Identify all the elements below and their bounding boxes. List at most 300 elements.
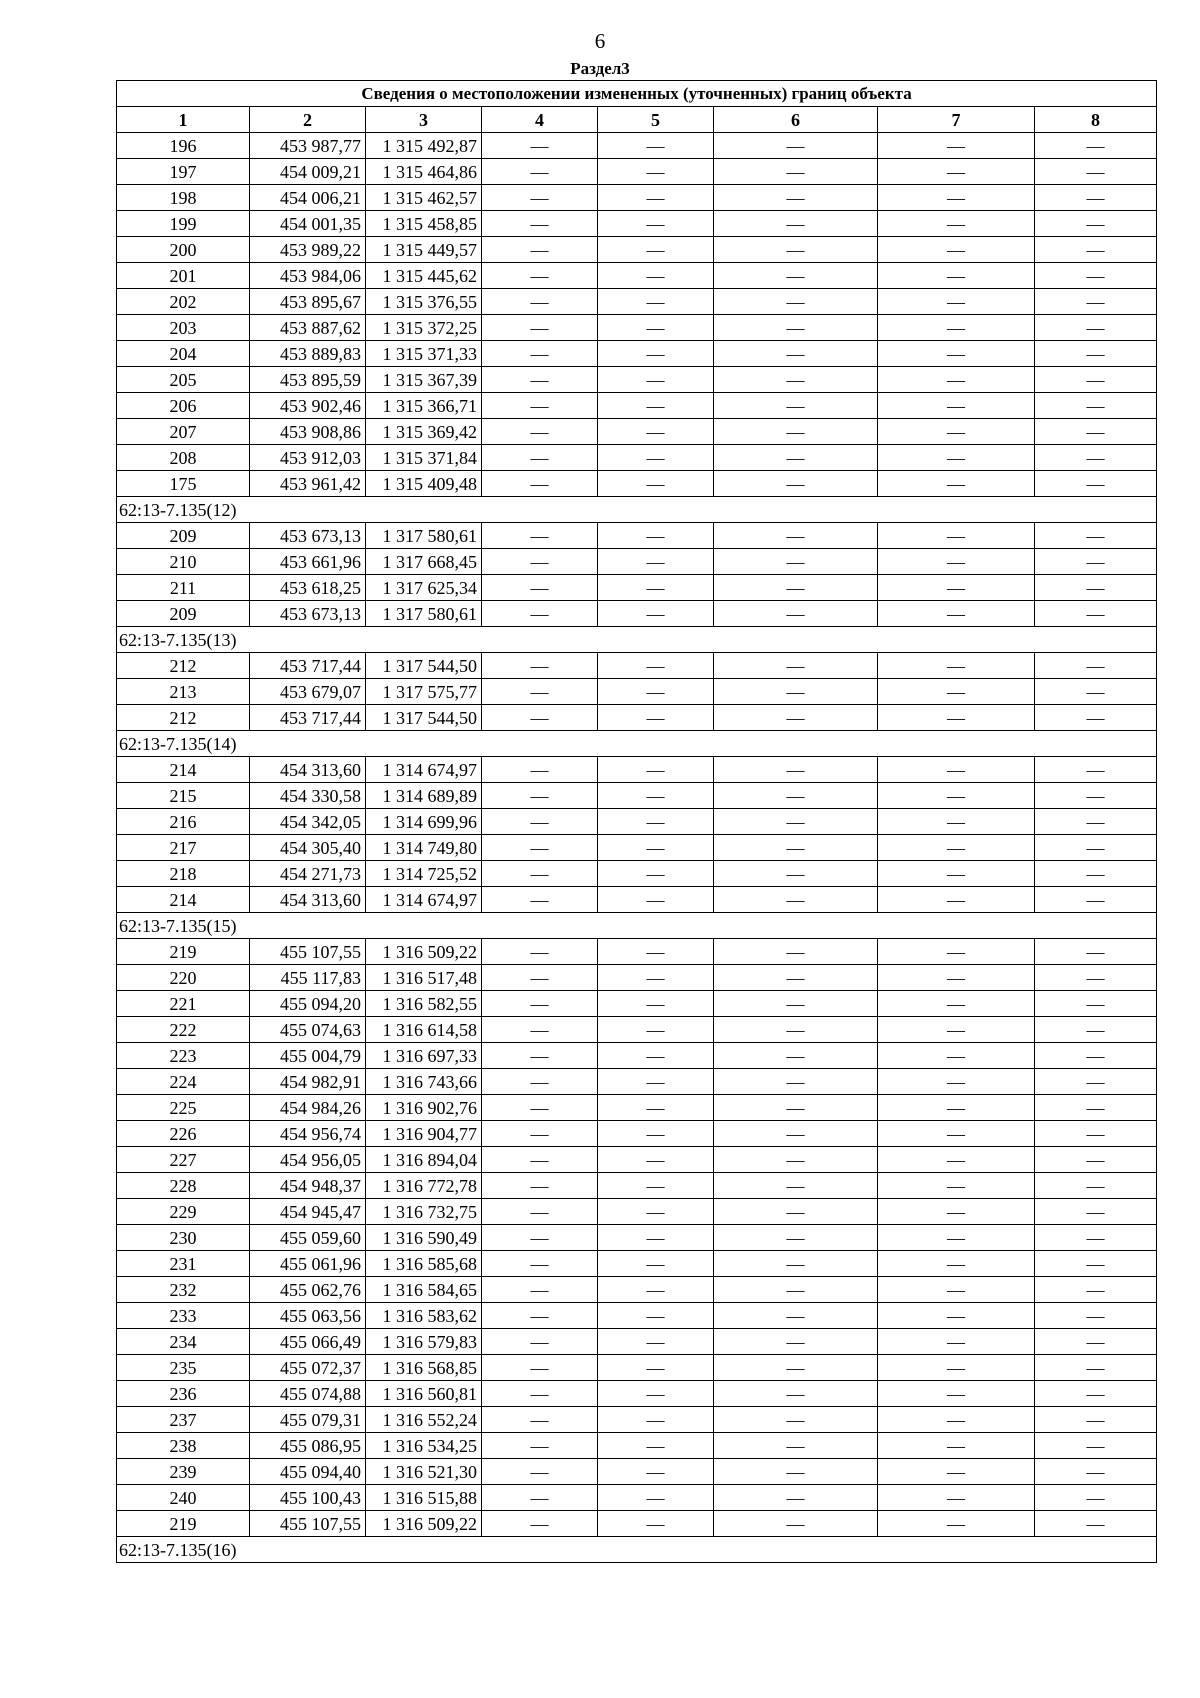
empty-value-dash: — <box>714 367 878 393</box>
empty-value-dash: — <box>714 211 878 237</box>
point-number-cell: 197 <box>117 159 250 185</box>
empty-value-dash: — <box>1035 1095 1157 1121</box>
y-coordinate-cell: 1 317 544,50 <box>366 653 482 679</box>
x-coordinate-cell: 455 066,49 <box>250 1329 366 1355</box>
y-coordinate-cell: 1 317 625,34 <box>366 575 482 601</box>
empty-value-dash: — <box>482 523 598 549</box>
empty-value-dash: — <box>878 679 1035 705</box>
column-header-row <box>117 107 1157 133</box>
y-coordinate-cell: 1 316 894,04 <box>366 1147 482 1173</box>
point-number-cell: 229 <box>117 1199 250 1225</box>
column-header: 6 <box>714 107 878 133</box>
x-coordinate-cell: 455 086,95 <box>250 1433 366 1459</box>
empty-value-dash: — <box>1035 211 1157 237</box>
empty-value-dash: — <box>482 185 598 211</box>
x-coordinate-cell: 453 717,44 <box>250 653 366 679</box>
empty-value-dash: — <box>878 419 1035 445</box>
x-coordinate-cell: 453 989,22 <box>250 237 366 263</box>
group-header-row <box>117 627 1157 653</box>
empty-value-dash: — <box>878 289 1035 315</box>
empty-value-dash: — <box>482 1485 598 1511</box>
empty-value-dash: — <box>598 289 714 315</box>
y-coordinate-cell: 1 314 725,52 <box>366 861 482 887</box>
empty-value-dash: — <box>878 263 1035 289</box>
empty-value-dash: — <box>878 1147 1035 1173</box>
empty-value-dash: — <box>714 1147 878 1173</box>
table-row <box>117 263 1157 289</box>
empty-value-dash: — <box>714 1095 878 1121</box>
empty-value-dash: — <box>598 809 714 835</box>
empty-value-dash: — <box>1035 991 1157 1017</box>
group-label: 62:13-7.135(15) <box>117 913 1157 939</box>
empty-value-dash: — <box>598 1355 714 1381</box>
page-number: 6 <box>594 29 606 53</box>
y-coordinate-cell: 1 315 449,57 <box>366 237 482 263</box>
empty-value-dash: — <box>714 445 878 471</box>
x-coordinate-cell: 453 618,25 <box>250 575 366 601</box>
y-coordinate-cell: 1 314 674,97 <box>366 757 482 783</box>
empty-value-dash: — <box>1035 289 1157 315</box>
empty-value-dash: — <box>482 211 598 237</box>
empty-value-dash: — <box>714 835 878 861</box>
empty-value-dash: — <box>598 1069 714 1095</box>
empty-value-dash: — <box>714 1381 878 1407</box>
point-number-cell: 227 <box>117 1147 250 1173</box>
empty-value-dash: — <box>714 289 878 315</box>
empty-value-dash: — <box>714 991 878 1017</box>
table-row <box>117 1277 1157 1303</box>
table-row <box>117 211 1157 237</box>
empty-value-dash: — <box>878 1017 1035 1043</box>
empty-value-dash: — <box>598 601 714 627</box>
point-number-cell: 211 <box>117 575 250 601</box>
table-row <box>117 367 1157 393</box>
empty-value-dash: — <box>1035 861 1157 887</box>
empty-value-dash: — <box>598 1511 714 1537</box>
empty-value-dash: — <box>1035 237 1157 263</box>
empty-value-dash: — <box>482 1017 598 1043</box>
table-row <box>117 575 1157 601</box>
empty-value-dash: — <box>878 211 1035 237</box>
empty-value-dash: — <box>878 1329 1035 1355</box>
y-coordinate-cell: 1 315 445,62 <box>366 263 482 289</box>
point-number-cell: 175 <box>117 471 250 497</box>
empty-value-dash: — <box>482 445 598 471</box>
empty-value-dash: — <box>714 1017 878 1043</box>
empty-value-dash: — <box>598 367 714 393</box>
empty-value-dash: — <box>1035 705 1157 731</box>
table-row <box>117 1485 1157 1511</box>
empty-value-dash: — <box>714 601 878 627</box>
point-number-cell: 196 <box>117 133 250 159</box>
x-coordinate-cell: 454 271,73 <box>250 861 366 887</box>
table-row <box>117 1199 1157 1225</box>
empty-value-dash: — <box>598 887 714 913</box>
empty-value-dash: — <box>1035 1381 1157 1407</box>
empty-value-dash: — <box>598 939 714 965</box>
x-coordinate-cell: 453 961,42 <box>250 471 366 497</box>
table-row <box>117 653 1157 679</box>
empty-value-dash: — <box>878 549 1035 575</box>
empty-value-dash: — <box>1035 1485 1157 1511</box>
empty-value-dash: — <box>598 549 714 575</box>
empty-value-dash: — <box>1035 1407 1157 1433</box>
x-coordinate-cell: 454 001,35 <box>250 211 366 237</box>
empty-value-dash: — <box>598 575 714 601</box>
point-number-cell: 237 <box>117 1407 250 1433</box>
empty-value-dash: — <box>1035 939 1157 965</box>
y-coordinate-cell: 1 315 376,55 <box>366 289 482 315</box>
table-row <box>117 1433 1157 1459</box>
point-number-cell: 235 <box>117 1355 250 1381</box>
empty-value-dash: — <box>1035 965 1157 991</box>
x-coordinate-cell: 453 889,83 <box>250 341 366 367</box>
empty-value-dash: — <box>878 1459 1035 1485</box>
point-number-cell: 212 <box>117 653 250 679</box>
x-coordinate-cell: 453 673,13 <box>250 523 366 549</box>
empty-value-dash: — <box>482 783 598 809</box>
y-coordinate-cell: 1 316 515,88 <box>366 1485 482 1511</box>
empty-value-dash: — <box>1035 263 1157 289</box>
empty-value-dash: — <box>598 1459 714 1485</box>
table-row <box>117 445 1157 471</box>
empty-value-dash: — <box>482 367 598 393</box>
group-header-row <box>117 913 1157 939</box>
empty-value-dash: — <box>482 549 598 575</box>
table-row <box>117 809 1157 835</box>
table-row <box>117 523 1157 549</box>
empty-value-dash: — <box>1035 341 1157 367</box>
empty-value-dash: — <box>714 471 878 497</box>
table-row <box>117 861 1157 887</box>
table-row <box>117 419 1157 445</box>
x-coordinate-cell: 455 100,43 <box>250 1485 366 1511</box>
empty-value-dash: — <box>714 1251 878 1277</box>
empty-value-dash: — <box>598 705 714 731</box>
empty-value-dash: — <box>482 133 598 159</box>
empty-value-dash: — <box>598 1485 714 1511</box>
empty-value-dash: — <box>1035 835 1157 861</box>
column-header: 7 <box>878 107 1035 133</box>
column-header: 3 <box>366 107 482 133</box>
y-coordinate-cell: 1 317 575,77 <box>366 679 482 705</box>
empty-value-dash: — <box>598 1199 714 1225</box>
group-label: 62:13-7.135(12) <box>117 497 1157 523</box>
column-header: 5 <box>598 107 714 133</box>
point-number-cell: 226 <box>117 1121 250 1147</box>
empty-value-dash: — <box>598 1095 714 1121</box>
point-number-cell: 200 <box>117 237 250 263</box>
x-coordinate-cell: 455 072,37 <box>250 1355 366 1381</box>
y-coordinate-cell: 1 317 668,45 <box>366 549 482 575</box>
y-coordinate-cell: 1 316 509,22 <box>366 1511 482 1537</box>
empty-value-dash: — <box>878 809 1035 835</box>
point-number-cell: 234 <box>117 1329 250 1355</box>
point-number-cell: 209 <box>117 601 250 627</box>
empty-value-dash: — <box>714 341 878 367</box>
point-number-cell: 231 <box>117 1251 250 1277</box>
empty-value-dash: — <box>714 887 878 913</box>
table-row <box>117 1329 1157 1355</box>
empty-value-dash: — <box>598 1329 714 1355</box>
table-row <box>117 1225 1157 1251</box>
empty-value-dash: — <box>1035 315 1157 341</box>
empty-value-dash: — <box>714 679 878 705</box>
empty-value-dash: — <box>714 1511 878 1537</box>
empty-value-dash: — <box>598 1043 714 1069</box>
table-row <box>117 991 1157 1017</box>
empty-value-dash: — <box>482 1433 598 1459</box>
table-row <box>117 835 1157 861</box>
empty-value-dash: — <box>482 1121 598 1147</box>
empty-value-dash: — <box>1035 1355 1157 1381</box>
empty-value-dash: — <box>1035 1303 1157 1329</box>
empty-value-dash: — <box>598 211 714 237</box>
table-row <box>117 1173 1157 1199</box>
x-coordinate-cell: 454 342,05 <box>250 809 366 835</box>
empty-value-dash: — <box>482 1199 598 1225</box>
table-row <box>117 393 1157 419</box>
y-coordinate-cell: 1 316 590,49 <box>366 1225 482 1251</box>
x-coordinate-cell: 453 912,03 <box>250 445 366 471</box>
empty-value-dash: — <box>598 445 714 471</box>
x-coordinate-cell: 455 117,83 <box>250 965 366 991</box>
empty-value-dash: — <box>1035 1069 1157 1095</box>
empty-value-dash: — <box>878 861 1035 887</box>
empty-value-dash: — <box>482 1043 598 1069</box>
empty-value-dash: — <box>878 1121 1035 1147</box>
empty-value-dash: — <box>598 341 714 367</box>
empty-value-dash: — <box>1035 1043 1157 1069</box>
empty-value-dash: — <box>1035 1433 1157 1459</box>
empty-value-dash: — <box>1035 133 1157 159</box>
empty-value-dash: — <box>598 1017 714 1043</box>
empty-value-dash: — <box>482 653 598 679</box>
y-coordinate-cell: 1 315 492,87 <box>366 133 482 159</box>
x-coordinate-cell: 454 006,21 <box>250 185 366 211</box>
empty-value-dash: — <box>1035 1199 1157 1225</box>
empty-value-dash: — <box>482 1251 598 1277</box>
point-number-cell: 232 <box>117 1277 250 1303</box>
group-label: 62:13-7.135(13) <box>117 627 1157 653</box>
empty-value-dash: — <box>1035 1225 1157 1251</box>
empty-value-dash: — <box>482 1303 598 1329</box>
y-coordinate-cell: 1 315 458,85 <box>366 211 482 237</box>
empty-value-dash: — <box>1035 1121 1157 1147</box>
x-coordinate-cell: 454 956,05 <box>250 1147 366 1173</box>
x-coordinate-cell: 455 061,96 <box>250 1251 366 1277</box>
empty-value-dash: — <box>714 1277 878 1303</box>
point-number-cell: 230 <box>117 1225 250 1251</box>
empty-value-dash: — <box>878 1095 1035 1121</box>
empty-value-dash: — <box>878 159 1035 185</box>
y-coordinate-cell: 1 314 689,89 <box>366 783 482 809</box>
table-row <box>117 133 1157 159</box>
group-header-row <box>117 731 1157 757</box>
y-coordinate-cell: 1 316 904,77 <box>366 1121 482 1147</box>
empty-value-dash: — <box>878 1043 1035 1069</box>
empty-value-dash: — <box>482 237 598 263</box>
empty-value-dash: — <box>598 1225 714 1251</box>
y-coordinate-cell: 1 316 583,62 <box>366 1303 482 1329</box>
empty-value-dash: — <box>878 991 1035 1017</box>
point-number-cell: 233 <box>117 1303 250 1329</box>
table-caption: Сведения о местоположении измененных (уточненных) границ объекта <box>117 81 1157 107</box>
empty-value-dash: — <box>598 1407 714 1433</box>
empty-value-dash: — <box>878 445 1035 471</box>
point-number-cell: 236 <box>117 1381 250 1407</box>
x-coordinate-cell: 453 902,46 <box>250 393 366 419</box>
column-header: 4 <box>482 107 598 133</box>
table-caption-row <box>117 81 1157 107</box>
empty-value-dash: — <box>598 783 714 809</box>
empty-value-dash: — <box>482 601 598 627</box>
empty-value-dash: — <box>482 471 598 497</box>
point-number-cell: 214 <box>117 757 250 783</box>
x-coordinate-cell: 453 887,62 <box>250 315 366 341</box>
table-row <box>117 1147 1157 1173</box>
empty-value-dash: — <box>598 159 714 185</box>
y-coordinate-cell: 1 316 579,83 <box>366 1329 482 1355</box>
column-header: 1 <box>117 107 250 133</box>
y-coordinate-cell: 1 316 585,68 <box>366 1251 482 1277</box>
empty-value-dash: — <box>1035 367 1157 393</box>
table-row <box>117 1381 1157 1407</box>
point-number-cell: 198 <box>117 185 250 211</box>
empty-value-dash: — <box>714 1407 878 1433</box>
empty-value-dash: — <box>482 809 598 835</box>
empty-value-dash: — <box>598 263 714 289</box>
empty-value-dash: — <box>482 887 598 913</box>
group-label: 62:13-7.135(14) <box>117 731 1157 757</box>
y-coordinate-cell: 1 314 699,96 <box>366 809 482 835</box>
table-row <box>117 1069 1157 1095</box>
y-coordinate-cell: 1 316 534,25 <box>366 1433 482 1459</box>
empty-value-dash: — <box>598 1433 714 1459</box>
point-number-cell: 205 <box>117 367 250 393</box>
x-coordinate-cell: 455 074,63 <box>250 1017 366 1043</box>
y-coordinate-cell: 1 315 371,33 <box>366 341 482 367</box>
empty-value-dash: — <box>878 237 1035 263</box>
x-coordinate-cell: 455 059,60 <box>250 1225 366 1251</box>
x-coordinate-cell: 455 062,76 <box>250 1277 366 1303</box>
point-number-cell: 214 <box>117 887 250 913</box>
empty-value-dash: — <box>598 1303 714 1329</box>
y-coordinate-cell: 1 316 584,65 <box>366 1277 482 1303</box>
x-coordinate-cell: 453 895,67 <box>250 289 366 315</box>
point-number-cell: 218 <box>117 861 250 887</box>
point-number-cell: 220 <box>117 965 250 991</box>
empty-value-dash: — <box>1035 1511 1157 1537</box>
y-coordinate-cell: 1 315 372,25 <box>366 315 482 341</box>
x-coordinate-cell: 454 313,60 <box>250 757 366 783</box>
x-coordinate-cell: 454 948,37 <box>250 1173 366 1199</box>
empty-value-dash: — <box>482 263 598 289</box>
empty-value-dash: — <box>482 835 598 861</box>
empty-value-dash: — <box>598 1121 714 1147</box>
y-coordinate-cell: 1 316 614,58 <box>366 1017 482 1043</box>
y-coordinate-cell: 1 317 580,61 <box>366 523 482 549</box>
table-row <box>117 1459 1157 1485</box>
point-number-cell: 202 <box>117 289 250 315</box>
empty-value-dash: — <box>714 861 878 887</box>
empty-value-dash: — <box>598 133 714 159</box>
empty-value-dash: — <box>598 237 714 263</box>
empty-value-dash: — <box>1035 1459 1157 1485</box>
empty-value-dash: — <box>878 1251 1035 1277</box>
empty-value-dash: — <box>482 159 598 185</box>
empty-value-dash: — <box>1035 471 1157 497</box>
empty-value-dash: — <box>714 419 878 445</box>
y-coordinate-cell: 1 315 366,71 <box>366 393 482 419</box>
empty-value-dash: — <box>1035 419 1157 445</box>
point-number-cell: 219 <box>117 1511 250 1537</box>
empty-value-dash: — <box>714 1069 878 1095</box>
empty-value-dash: — <box>878 939 1035 965</box>
empty-value-dash: — <box>598 1251 714 1277</box>
x-coordinate-cell: 455 094,20 <box>250 991 366 1017</box>
empty-value-dash: — <box>714 1043 878 1069</box>
empty-value-dash: — <box>714 653 878 679</box>
empty-value-dash: — <box>714 1173 878 1199</box>
empty-value-dash: — <box>482 419 598 445</box>
table-row <box>117 471 1157 497</box>
x-coordinate-cell: 454 956,74 <box>250 1121 366 1147</box>
empty-value-dash: — <box>714 185 878 211</box>
x-coordinate-cell: 453 661,96 <box>250 549 366 575</box>
y-coordinate-cell: 1 315 367,39 <box>366 367 482 393</box>
point-number-cell: 203 <box>117 315 250 341</box>
table-row <box>117 185 1157 211</box>
empty-value-dash: — <box>1035 523 1157 549</box>
empty-value-dash: — <box>714 575 878 601</box>
group-header-row <box>117 1537 1157 1563</box>
y-coordinate-cell: 1 316 517,48 <box>366 965 482 991</box>
empty-value-dash: — <box>878 133 1035 159</box>
x-coordinate-cell: 453 673,13 <box>250 601 366 627</box>
x-coordinate-cell: 455 094,40 <box>250 1459 366 1485</box>
empty-value-dash: — <box>1035 575 1157 601</box>
empty-value-dash: — <box>598 1173 714 1199</box>
empty-value-dash: — <box>878 315 1035 341</box>
empty-value-dash: — <box>598 757 714 783</box>
y-coordinate-cell: 1 317 580,61 <box>366 601 482 627</box>
section-title: Раздел3 <box>570 59 630 78</box>
empty-value-dash: — <box>714 1329 878 1355</box>
table-row <box>117 159 1157 185</box>
x-coordinate-cell: 455 074,88 <box>250 1381 366 1407</box>
empty-value-dash: — <box>482 341 598 367</box>
x-coordinate-cell: 454 982,91 <box>250 1069 366 1095</box>
table-row <box>117 1121 1157 1147</box>
empty-value-dash: — <box>714 1355 878 1381</box>
x-coordinate-cell: 454 313,60 <box>250 887 366 913</box>
point-number-cell: 238 <box>117 1433 250 1459</box>
empty-value-dash: — <box>878 1173 1035 1199</box>
empty-value-dash: — <box>878 705 1035 731</box>
empty-value-dash: — <box>878 965 1035 991</box>
x-coordinate-cell: 454 305,40 <box>250 835 366 861</box>
empty-value-dash: — <box>714 757 878 783</box>
point-number-cell: 217 <box>117 835 250 861</box>
empty-value-dash: — <box>878 1511 1035 1537</box>
empty-value-dash: — <box>1035 1329 1157 1355</box>
empty-value-dash: — <box>482 1511 598 1537</box>
empty-value-dash: — <box>714 1459 878 1485</box>
empty-value-dash: — <box>1035 549 1157 575</box>
empty-value-dash: — <box>1035 159 1157 185</box>
y-coordinate-cell: 1 314 674,97 <box>366 887 482 913</box>
